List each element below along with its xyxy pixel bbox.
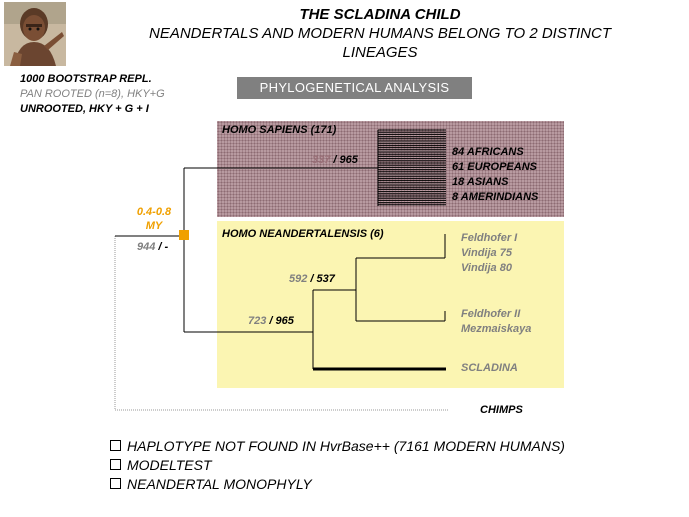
sapiens-support [312, 154, 358, 166]
checkbox-icon [110, 440, 121, 451]
neandertal-group2 [461, 307, 531, 337]
leaf-mezmaiskaya: Mezmaiskaya [461, 323, 532, 335]
checkbox-icon [110, 459, 121, 470]
node1-support [248, 315, 294, 327]
sapiens-groups [452, 145, 538, 205]
root-age-unit: MY [145, 220, 163, 232]
page-subtitle-line2: LINEAGES [342, 44, 418, 61]
checkbox-icon [110, 478, 121, 489]
neandertal-group1 [461, 231, 517, 276]
root-support [137, 241, 168, 253]
method-bootstrap: 1000 BOOTSTRAP REPL. [20, 73, 152, 85]
group-amerindians: 8 AMERINDIANS [452, 191, 539, 203]
findings-list [110, 437, 565, 494]
sapiens-support-grey: 337 [312, 154, 331, 166]
method-pan-rooted: PAN ROOTED (n=8), HKY+G [20, 88, 165, 100]
finding-text: HAPLOTYPE NOT FOUND IN HvrBase++ (7161 MODERN HUMANS) [127, 438, 565, 454]
leaf-feldhofer-1: Feldhofer I [461, 232, 518, 244]
finding-text: MODELTEST [127, 457, 212, 473]
finding-item [110, 475, 565, 494]
root-marker [179, 230, 189, 240]
leaf-vindija-80: Vindija 80 [461, 262, 512, 274]
outgroup-chimps: CHIMPS [480, 404, 523, 416]
root-age-range: 0.4-0.8 [136, 206, 172, 218]
sapiens-tips [378, 130, 446, 206]
node2-support [289, 273, 335, 285]
page-title: THE SCLADINA CHILD [299, 6, 461, 23]
leaf-scladina: SCLADINA [461, 362, 518, 374]
root-support-sep: / - [158, 241, 169, 253]
node2-support-black: 537 [316, 273, 335, 285]
group-asians: 18 ASIANS [452, 176, 509, 188]
finding-text: NEANDERTAL MONOPHYLY [127, 476, 312, 492]
method-unrooted: UNROOTED, HKY + G + I [20, 103, 149, 115]
neandertal-clade-label: HOMO NEANDERTALENSIS (6) [222, 228, 384, 240]
page-subtitle-line1: NEANDERTALS AND MODERN HUMANS BELONG TO 2 DISTINCT [148, 25, 611, 42]
sapiens-clade-label: HOMO SAPIENS (171) [222, 124, 337, 136]
node1-support-sep: / [269, 315, 273, 327]
node1-support-black: 965 [275, 315, 294, 327]
group-africans: 84 AFRICANS [452, 146, 524, 158]
node1-support-grey: 723 [248, 315, 267, 327]
sapiens-support-black: 965 [339, 154, 358, 166]
node2-support-sep: / [310, 273, 314, 285]
leaf-feldhofer-2: Feldhofer II [461, 308, 521, 320]
finding-item [110, 456, 565, 475]
root-support-value: 944 [137, 241, 156, 253]
finding-item [110, 437, 565, 456]
analysis-badge: PHYLOGENETICAL ANALYSIS [237, 77, 472, 99]
node2-support-grey: 592 [289, 273, 308, 285]
leaf-vindija-75: Vindija 75 [461, 247, 512, 259]
group-europeans: 61 EUROPEANS [452, 161, 537, 173]
root-age-label [134, 205, 174, 233]
sapiens-support-sep: / [333, 154, 337, 166]
